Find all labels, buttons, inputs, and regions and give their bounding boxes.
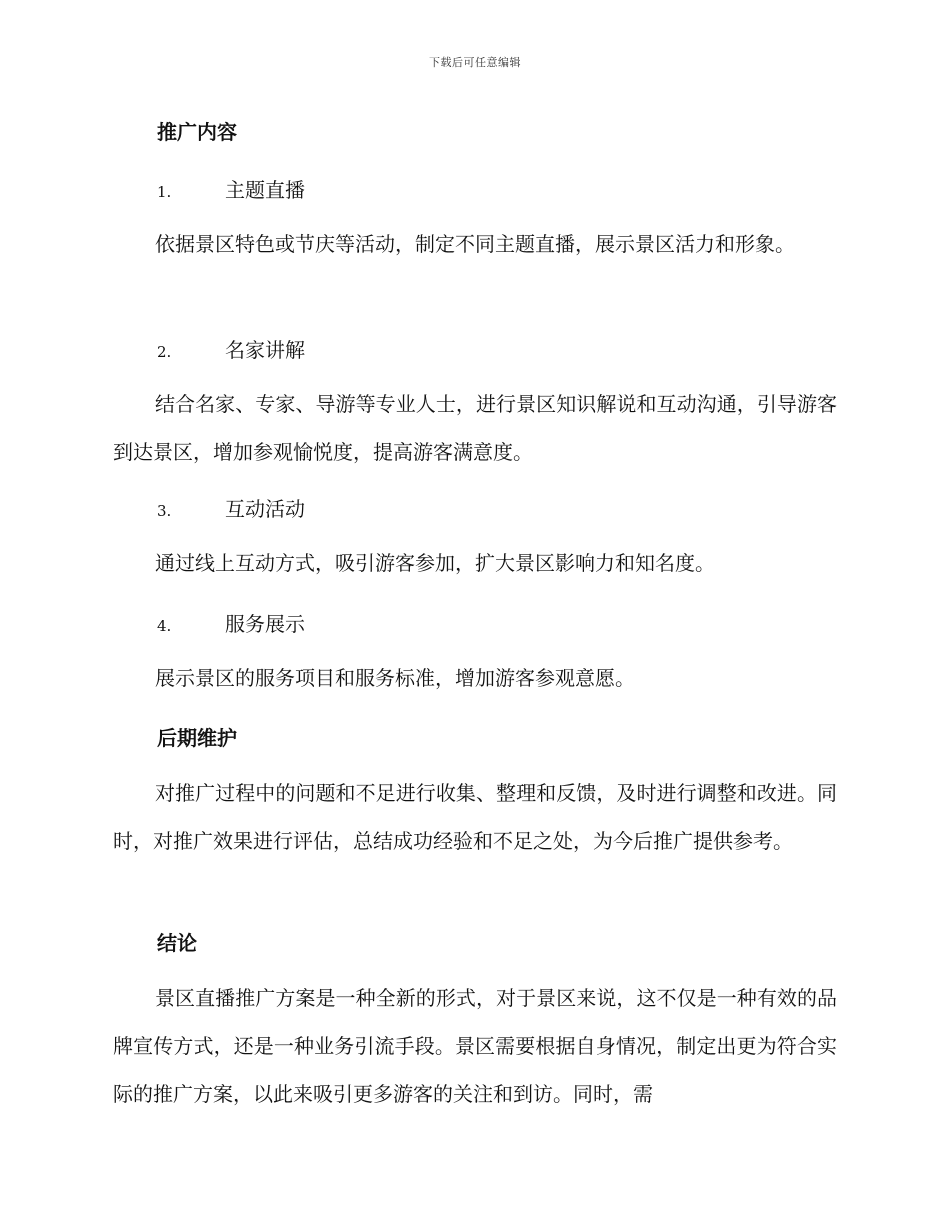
list-item-title: 名家讲解 <box>225 338 305 362</box>
list-item-number: 2. <box>157 343 172 361</box>
list-item-description: 依据景区特色或节庆等活动，制定不同主题直播，展示景区活力和形象。 <box>155 232 795 256</box>
section-heading-conclusion: 结论 <box>157 931 197 955</box>
section-heading-promotion: 推广内容 <box>157 120 237 144</box>
list-item-description: 结合名家、专家、导游等专业人士，进行景区知识解说和互动沟通，引导游客到达景区，增加参观愉悦度，提高游客满意度。 <box>113 392 837 464</box>
list-item-title: 互动活动 <box>225 497 305 521</box>
list-item-2 <box>157 334 305 363</box>
list-item-1 <box>157 174 305 203</box>
list-item-3 <box>157 493 305 522</box>
maintenance-paragraph: 对推广过程中的问题和不足进行收集、整理和反馈，及时进行调整和改进。同时，对推广效果进行评估，总结成功经验和不足之处，为今后推广提供参考。 <box>113 781 837 853</box>
conclusion-paragraph: 景区直播推广方案是一种全新的形式，对于景区来说，这不仅是一种有效的品牌宣传方式，还是一种业务引流手段。景区需要根据自身情况，制定出更为符合实际的推广方案，以此来吸引更多游客的关注和到访。同时，需 <box>113 986 837 1106</box>
page-header: 下载后可任意编辑 <box>429 56 521 69</box>
list-item-number: 3. <box>157 502 172 520</box>
list-item-number: 1. <box>157 183 172 201</box>
list-item-4 <box>157 608 305 637</box>
section-heading-maintenance: 后期维护 <box>157 726 237 750</box>
list-item-description: 展示景区的服务项目和服务标准，增加游客参观意愿。 <box>155 666 635 690</box>
list-item-number: 4. <box>157 617 172 635</box>
list-item-title: 主题直播 <box>225 178 305 202</box>
list-item-title: 服务展示 <box>225 612 305 636</box>
list-item-description: 通过线上互动方式，吸引游客参加，扩大景区影响力和知名度。 <box>155 551 715 575</box>
